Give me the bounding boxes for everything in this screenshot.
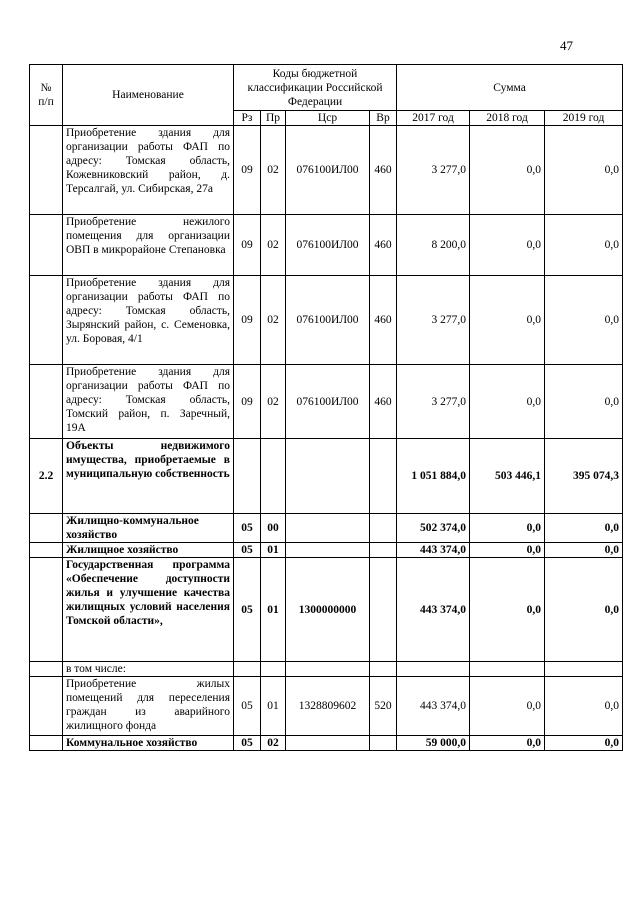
row-rz: 09 xyxy=(234,276,261,365)
row-2018: 0,0 xyxy=(470,126,545,215)
row-2019 xyxy=(545,662,623,677)
row-vr xyxy=(370,514,397,543)
row-vr: 460 xyxy=(370,276,397,365)
row-rz: 05 xyxy=(234,677,261,736)
row-csr xyxy=(286,439,370,514)
row-2018 xyxy=(470,662,545,677)
table-row xyxy=(30,662,623,677)
row-2019: 0,0 xyxy=(545,514,623,543)
row-2019: 0,0 xyxy=(545,126,623,215)
row-pr: 02 xyxy=(261,365,286,439)
row-pr: 01 xyxy=(261,543,286,558)
header-csr: Цср xyxy=(286,111,370,126)
row-2018: 0,0 xyxy=(470,677,545,736)
budget-table xyxy=(29,64,623,751)
row-num xyxy=(30,736,63,751)
row-rz: 09 xyxy=(234,126,261,215)
row-name: в том числе: xyxy=(63,662,234,677)
row-2018: 0,0 xyxy=(470,365,545,439)
row-2018: 0,0 xyxy=(470,215,545,276)
row-csr: 076100ИЛ00 xyxy=(286,215,370,276)
row-rz: 09 xyxy=(234,365,261,439)
table-row xyxy=(30,439,623,514)
row-num xyxy=(30,662,63,677)
row-csr: 1300000000 xyxy=(286,558,370,662)
row-name: Приобретение здания для организации работы ФАП по адресу: Томская область, Зырянский район, с. Семеновка, ул. Боровая, 4/1 xyxy=(63,276,234,365)
table-row xyxy=(30,558,623,662)
row-2017: 3 277,0 xyxy=(397,276,470,365)
row-pr: 00 xyxy=(261,514,286,543)
row-rz: 05 xyxy=(234,736,261,751)
row-pr: 02 xyxy=(261,736,286,751)
row-2017: 3 277,0 xyxy=(397,126,470,215)
row-2019: 0,0 xyxy=(545,677,623,736)
row-num xyxy=(30,677,63,736)
row-vr xyxy=(370,439,397,514)
row-vr: 460 xyxy=(370,215,397,276)
row-2017: 59 000,0 xyxy=(397,736,470,751)
row-2019: 395 074,3 xyxy=(545,439,623,514)
row-csr xyxy=(286,514,370,543)
row-vr xyxy=(370,543,397,558)
row-2019: 0,0 xyxy=(545,365,623,439)
header-codes: Коды бюджетной классификации Российской Федерации xyxy=(234,65,397,111)
row-pr: 01 xyxy=(261,558,286,662)
row-2017: 502 374,0 xyxy=(397,514,470,543)
row-2017: 3 277,0 xyxy=(397,365,470,439)
header-sum: Сумма xyxy=(397,65,623,111)
row-2019: 0,0 xyxy=(545,215,623,276)
header-pr: Пр xyxy=(261,111,286,126)
row-num xyxy=(30,543,63,558)
row-num xyxy=(30,365,63,439)
row-2017: 443 374,0 xyxy=(397,677,470,736)
row-csr: 1328809602 xyxy=(286,677,370,736)
row-num xyxy=(30,276,63,365)
row-name: Жилищно-коммунальное хозяйство xyxy=(63,514,234,543)
header-row xyxy=(30,65,623,111)
row-vr: 460 xyxy=(370,365,397,439)
row-2018: 0,0 xyxy=(470,736,545,751)
row-2018: 0,0 xyxy=(470,543,545,558)
row-num: 2.2 xyxy=(30,439,63,514)
row-name: Объекты недвижимого имущества, приобретаемые в муниципальную собственность xyxy=(63,439,234,514)
row-name: Государственная программа «Обеспечение доступности жилья и улучшение качества жилищных условий населения Томской области», xyxy=(63,558,234,662)
row-2018: 0,0 xyxy=(470,558,545,662)
row-csr: 076100ИЛ00 xyxy=(286,126,370,215)
row-vr xyxy=(370,558,397,662)
table-row xyxy=(30,126,623,215)
page-number: 47 xyxy=(560,38,573,53)
row-2019: 0,0 xyxy=(545,736,623,751)
header-name: Наименование xyxy=(63,65,234,126)
row-2017: 443 374,0 xyxy=(397,543,470,558)
row-num xyxy=(30,558,63,662)
row-2017: 1 051 884,0 xyxy=(397,439,470,514)
row-num xyxy=(30,215,63,276)
table-row xyxy=(30,514,623,543)
row-2019: 0,0 xyxy=(545,543,623,558)
row-name: Приобретение нежилого помещения для организации ОВП в микрорайоне Степановка xyxy=(63,215,234,276)
header-vr: Вр xyxy=(370,111,397,126)
row-csr xyxy=(286,736,370,751)
table-row xyxy=(30,677,623,736)
row-rz: 05 xyxy=(234,543,261,558)
row-pr: 02 xyxy=(261,276,286,365)
table-row xyxy=(30,276,623,365)
header-rz: Рз xyxy=(234,111,261,126)
row-name: Приобретение здания для организации работы ФАП по адресу: Томская область, Томский район, п. Заречный, 19А xyxy=(63,365,234,439)
row-csr: 076100ИЛ00 xyxy=(286,365,370,439)
row-pr xyxy=(261,439,286,514)
row-vr: 460 xyxy=(370,126,397,215)
row-name: Жилищное хозяйство xyxy=(63,543,234,558)
row-rz xyxy=(234,662,261,677)
table-row xyxy=(30,215,623,276)
row-pr: 02 xyxy=(261,215,286,276)
row-rz xyxy=(234,439,261,514)
table-row xyxy=(30,543,623,558)
row-vr xyxy=(370,736,397,751)
header-2019: 2019 год xyxy=(545,111,623,126)
header-2018: 2018 год xyxy=(470,111,545,126)
row-2017 xyxy=(397,662,470,677)
row-2018: 0,0 xyxy=(470,514,545,543)
row-2019: 0,0 xyxy=(545,558,623,662)
row-2017: 8 200,0 xyxy=(397,215,470,276)
row-name: Коммунальное хозяйство xyxy=(63,736,234,751)
row-pr xyxy=(261,662,286,677)
row-rz: 05 xyxy=(234,514,261,543)
row-name: Приобретение жилых помещений для переселения граждан из аварийного жилищного фонда xyxy=(63,677,234,736)
row-2018: 0,0 xyxy=(470,276,545,365)
row-pr: 02 xyxy=(261,126,286,215)
row-rz: 09 xyxy=(234,215,261,276)
row-2018: 503 446,1 xyxy=(470,439,545,514)
row-csr xyxy=(286,662,370,677)
row-2019: 0,0 xyxy=(545,276,623,365)
row-num xyxy=(30,126,63,215)
row-name: Приобретение здания для организации работы ФАП по адресу: Томская область, Кожевниковский район, д. Терсалгай, ул. Сибирская, 27а xyxy=(63,126,234,215)
row-pr: 01 xyxy=(261,677,286,736)
header-2017: 2017 год xyxy=(397,111,470,126)
row-csr: 076100ИЛ00 xyxy=(286,276,370,365)
row-vr xyxy=(370,662,397,677)
table-row xyxy=(30,365,623,439)
row-rz: 05 xyxy=(234,558,261,662)
table-row xyxy=(30,736,623,751)
row-num xyxy=(30,514,63,543)
row-2017: 443 374,0 xyxy=(397,558,470,662)
row-vr: 520 xyxy=(370,677,397,736)
row-csr xyxy=(286,543,370,558)
header-num: № п/п xyxy=(30,65,63,126)
